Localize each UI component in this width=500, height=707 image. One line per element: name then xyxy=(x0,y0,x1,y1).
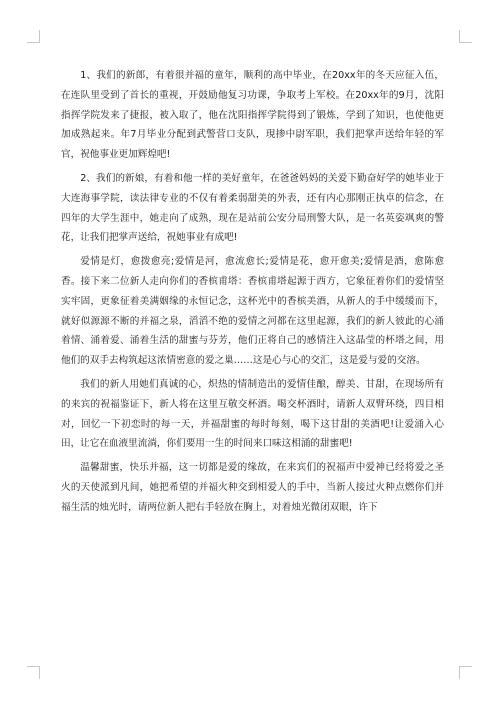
crop-mark-bottom-left xyxy=(27,666,40,679)
paragraph-cross-cup-wine: 我们的新人用她们真诚的心，炽热的情制造出的爱情佳酿，醇美、甘甜，在现场所有的来宾的祝福鉴证下，新人将在这里互敬交杯酒。喝交杯酒时，请新人双臂环绕，四目相对，回忆一下初恋时的每一天，并福甜蜜的每时每刻，喝下这甘甜的美酒吧!让爱涌入心田，让它在血液里流淌，你们要用一生的时间来口味这相涌的甜蜜吧! xyxy=(61,378,444,450)
crop-mark-bottom-right xyxy=(459,666,472,679)
paragraph-groom: 1、我们的新郎，有着很并福的童年，顺利的高中毕业，在20xx年的冬天应征入伍，在连队里受到了首长的重视，开鼓励他复习功课，争取考上军校。在20xx年的9月，沈阳指挥学院发来了捷报，被入取了，他在沈阳指挥学院得到了锻炼，学到了知识，也使他更加成熟起来。年7月毕业分配到武警营口支队，現掺中尉军职，我们把掌声送给年轻的军官，祝他事业更加辉煌吧! xyxy=(61,70,444,161)
document-body xyxy=(61,66,444,522)
crop-mark-top-left xyxy=(27,30,40,43)
crop-mark-top-right xyxy=(459,30,472,43)
paragraph-champagne-tower: 爱情是灯，愈拨愈亮;爱情是河，愈流愈长;爱情是花，愈开愈美;爱情是酒，愈陈愈香。接下来二位新人走向你们的香槟甫塔：香槟甫塔起源于西方，它象征着你们的爱情坚实牢固，更象征着美满姻缘的永恒记念，这杯光中的香槟美酒，从新人的手中缓缓而下，就好似源源不断的并福之泉，滔滔不绝的爱情之河都在这里起源，我们的新人彼此的心涌着情、涌着爱、涌着生活的甜蜜与芬芳，他们正将自己的感情注入这晶莹的杯塔之间，用他们的双手去构筑起这浓情密意的爱之巢……这是心与心的交汇，这是爱与爱的交溶。 xyxy=(61,256,444,367)
paragraph-bride: 2、我们的新娘，有着和他一样的美好童年，在爸爸妈妈的关爱下勤奋好学的她毕业于大连海事学院，读法律专业的不仅有着柔弱甜美的外表，还有内心那刚正执卓的信念，在四年的大学生涯中，她走向了成熟，现在是站前公安分局刑警大队，是一名英姿飒爽的警花，让我们把掌声送给，祝她事业有成吧! xyxy=(61,172,444,244)
paragraph-candle-lighting: 温馨甜蜜，快乐并福，这一切都是爱的缘故，在来宾们的祝福声中爱神已经将爱之圣火的天使派到凡间，她把希望的并福火种交到相爱人的手中，当新人接过火种点燃你们并福生活的烛光时，请两位新人把右手轻放在胸上，对着烛光微闭双眼，许下 xyxy=(61,462,444,513)
